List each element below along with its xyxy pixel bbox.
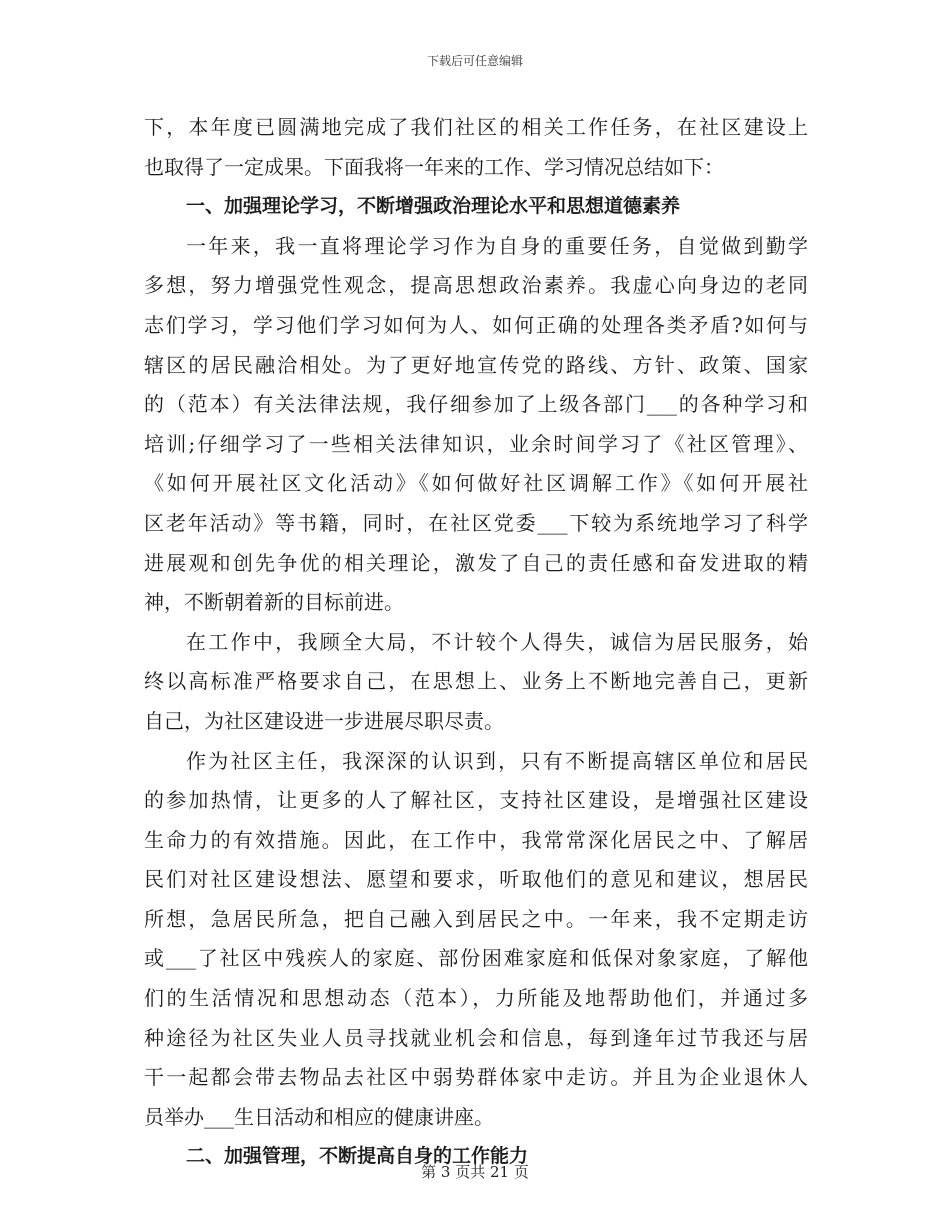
body-text-line: 员举办___生日活动和相应的健康讲座。 — [144, 1104, 494, 1129]
body-text-line: 神，不断朝着新的目标前进。 — [144, 590, 404, 615]
document-body — [144, 108, 808, 1177]
body-text-line: 或___了社区中残疾人的家庭、部份困难家庭和低保对象家庭，了解他 — [144, 946, 808, 971]
body-text-line: 的参加热情，让更多的人了解社区，支持社区建设，是增强社区建设 — [144, 788, 808, 813]
body-text-line: 多想，努力增强党性观念，提高思想政治素养。我虚心向身边的老同 — [144, 273, 808, 298]
body-text-line: 一年来，我一直将理论学习作为自身的重要任务，自觉做到勤学 — [186, 233, 808, 258]
body-text-line: 生命力的有效措施。因此，在工作中，我常常深化居民之中、了解居 — [144, 827, 808, 852]
body-text-line: 终以高标准严格要求自己，在思想上、业务上不断地完善自己，更新 — [144, 669, 808, 694]
body-text-line: 进展观和创先争优的相关理论，激发了自己的责任感和奋发进取的精 — [144, 550, 808, 575]
body-text-line: 也取得了一定成果。下面我将一年来的工作、学习情况总结如下： — [144, 154, 724, 179]
section-heading: 一、加强理论学习，不断增强政治理论水平和思想道德素养 — [186, 195, 681, 218]
body-text-line: 所想，急居民所急，把自己融入到居民之中。一年来，我不定期走访 — [144, 906, 808, 931]
body-text-line: 自己，为社区建设进一步进展尽职尽责。 — [144, 708, 504, 733]
body-text-line: 干一起都会带去物品去社区中弱势群体家中走访。并且为企业退休人 — [144, 1065, 808, 1090]
page-header: 下载后可任意编辑 — [426, 54, 523, 68]
page-footer: 第 3 页共 21 页 — [421, 1163, 529, 1181]
body-text-line: 志们学习，学习他们学习如何为人、如何正确的处理各类矛盾?如何与 — [144, 312, 808, 337]
body-text-line: 《如何开展社区文化活动》《如何做好社区调解工作》《如何开展社 — [144, 471, 808, 496]
body-text-line: 作为社区主任，我深深的认识到，只有不断提高辖区单位和居民 — [186, 748, 808, 773]
body-text-line: 培训;仔细学习了一些相关法律知识，业余时间学习了《社区管理》、 — [144, 431, 808, 456]
body-text-line: 区老年活动》等书籍，同时，在社区党委___下较为系统地学习了科学 — [144, 510, 808, 535]
body-text-line: 种途径为社区失业人员寻找就业机会和信息，每到逢年过节我还与居 — [144, 1025, 808, 1050]
section-heading: 二、加强管理，不断提高自身的工作能力 — [186, 1145, 529, 1168]
body-text-line: 在工作中，我顾全大局，不计较个人得失，诚信为居民服务，始 — [186, 629, 808, 654]
body-text-line: 的（范本）有关法律法规，我仔细参加了上级各部门___的各种学习和 — [144, 392, 808, 417]
body-text-line: 辖区的居民融洽相处。为了更好地宣传党的路线、方针、政策、国家 — [144, 352, 808, 377]
body-text-line: 下，本年度已圆满地完成了我们社区的相关工作任务，在社区建设上 — [144, 115, 808, 139]
body-text-line: 民们对社区建设想法、愿望和要求，听取他们的意见和建议，想居民 — [144, 867, 808, 892]
body-text-line: 们的生活情况和思想动态（范本），力所能及地帮助他们，并通过多 — [144, 986, 808, 1011]
